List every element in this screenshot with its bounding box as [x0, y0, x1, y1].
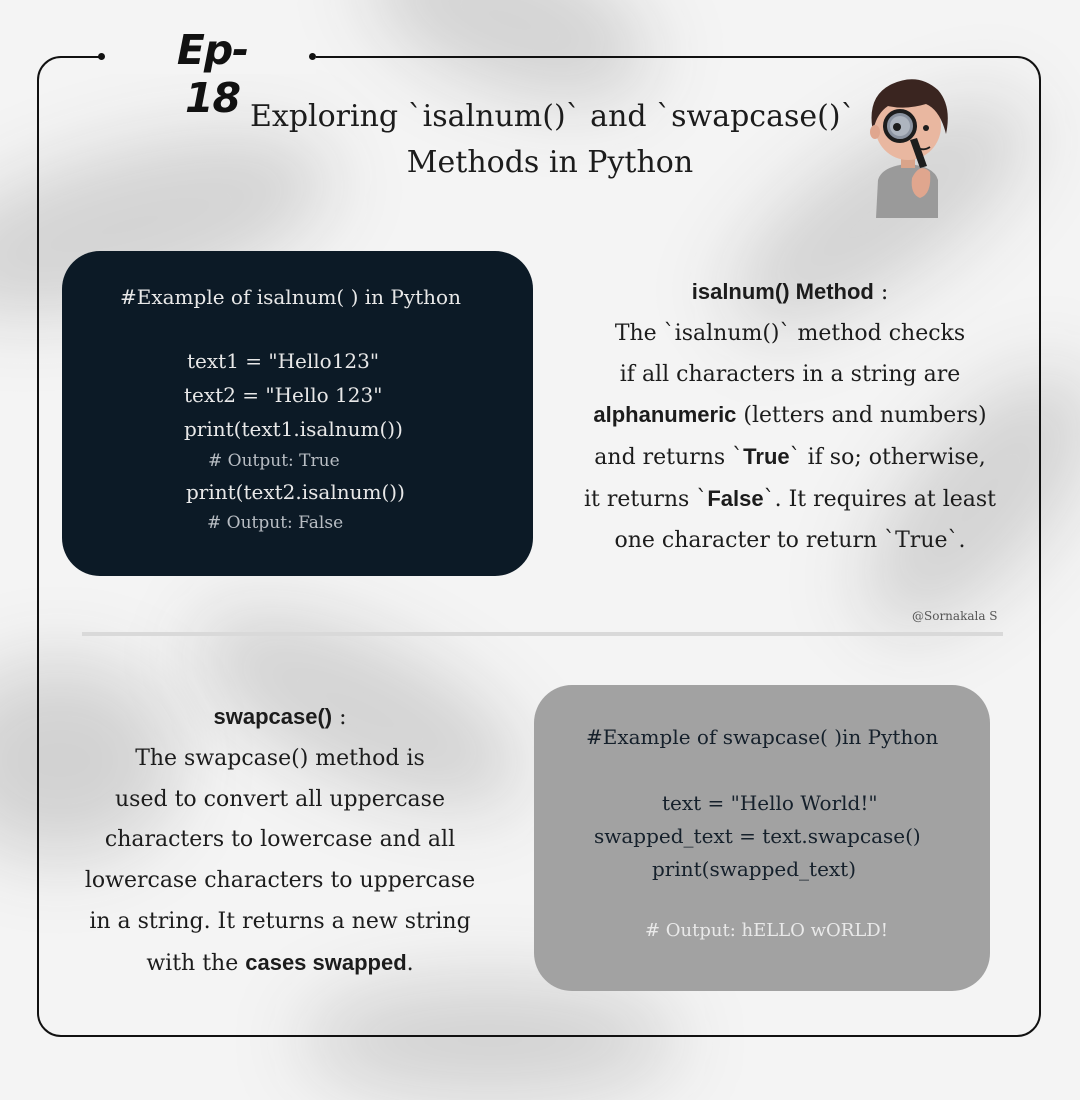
code-line: swapped_text = text.swapcase() [594, 824, 921, 848]
description-line: alphanumeric (letters and numbers) [593, 402, 987, 429]
code-output: # Output: True [208, 451, 340, 471]
description-line: and returns `True` if so; otherwise, [594, 444, 986, 471]
code-line: text = "Hello World!" [662, 791, 878, 815]
code-line: print(text1.isalnum()) [184, 417, 403, 441]
code-output: # Output: False [207, 513, 344, 533]
description-line: lowercase characters to uppercase [84, 868, 476, 894]
description-heading: swapcase() : [213, 704, 347, 730]
description-line: it returns `False`. It requires at least [583, 485, 997, 512]
description-heading: isalnum() Method : [691, 279, 889, 305]
description-line: characters to lowercase and all [104, 827, 456, 853]
title-line-2: Methods in Python [406, 145, 694, 180]
description-line: used to convert all uppercase [115, 786, 445, 812]
episode-label: Ep-18 [176, 26, 249, 122]
isalnum-code-example [62, 251, 533, 576]
title-line-1: Exploring `isalnum()` and `swapcase()` [250, 99, 856, 134]
frame-dot-right [309, 53, 316, 60]
magnifying-glass-character-icon [862, 76, 954, 218]
description-line: The swapcase() method is [135, 745, 425, 771]
isalnum-description [560, 272, 1020, 562]
description-line: The `isalnum()` method checks [614, 320, 966, 346]
author-credit: @Sornakala S [912, 609, 998, 623]
description-line: with the cases swapped. [146, 949, 414, 976]
description-line: one character to return `True`. [614, 527, 966, 553]
section-divider [82, 632, 1003, 636]
swapcase-code-example [534, 685, 990, 991]
page-title [250, 94, 856, 186]
code-line: print(swapped_text) [652, 857, 857, 881]
description-line: in a string. It returns a new string [89, 908, 471, 934]
code-comment: #Example of isalnum( ) in Python [120, 285, 461, 309]
code-output: # Output: hELLO wORLD! [645, 920, 888, 941]
code-line: print(text2.isalnum()) [186, 480, 405, 504]
swapcase-description [60, 697, 500, 985]
code-line: text2 = "Hello 123" [184, 383, 383, 407]
code-comment: #Example of swapcase( )in Python [586, 725, 939, 749]
description-line: if all characters in a string are [619, 361, 961, 387]
frame-dot-left [98, 53, 105, 60]
code-line: text1 = "Hello123" [187, 349, 380, 373]
